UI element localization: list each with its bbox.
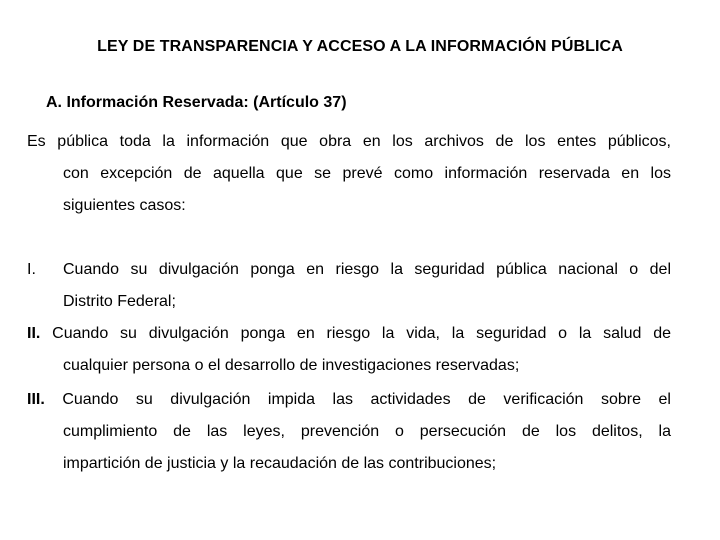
- list-item-text: cumplimiento de las leyes, prevención o persecución de los delitos, la: [63, 423, 671, 440]
- list-item-text: cualquier persona o el desarrollo de investigaciones reservadas;: [63, 357, 520, 374]
- list-item-text: Cuando su divulgación impida las actividades de verificación sobre el: [62, 391, 671, 408]
- list-item: [27, 254, 671, 318]
- list-item-first-line: [27, 318, 671, 350]
- list-item-numeral: II.: [27, 325, 41, 342]
- list-item-numeral: I.: [27, 261, 36, 278]
- list-item-first-line: [27, 254, 671, 286]
- section-heading: A. Información Reservada: (Artículo 37): [46, 94, 347, 111]
- list-item-text: impartición de justicia y la recaudación de las contribuciones;: [63, 455, 497, 472]
- list-item-text: Cuando su divulgación ponga en riesgo la seguridad pública nacional o del: [63, 261, 671, 278]
- intro-line: Es pública toda la información que obra en los archivos de los entes públicos,: [27, 133, 671, 150]
- intro-line: siguientes casos:: [63, 197, 186, 214]
- list-item: [27, 384, 671, 480]
- list-item-text: Cuando su divulgación ponga en riesgo la vida, la seguridad o la salud de: [52, 325, 672, 342]
- list-item-numeral: III.: [27, 391, 45, 408]
- list-item: [27, 318, 671, 382]
- intro-line: con excepción de aquella que se prevé como información reservada en los: [63, 165, 671, 182]
- list-item-first-line: [27, 384, 671, 416]
- list-item-text: Distrito Federal;: [63, 293, 176, 310]
- document-title: LEY DE TRANSPARENCIA Y ACCESO A LA INFORMACIÓN PÚBLICA: [97, 38, 623, 55]
- intro-paragraph: [27, 126, 671, 222]
